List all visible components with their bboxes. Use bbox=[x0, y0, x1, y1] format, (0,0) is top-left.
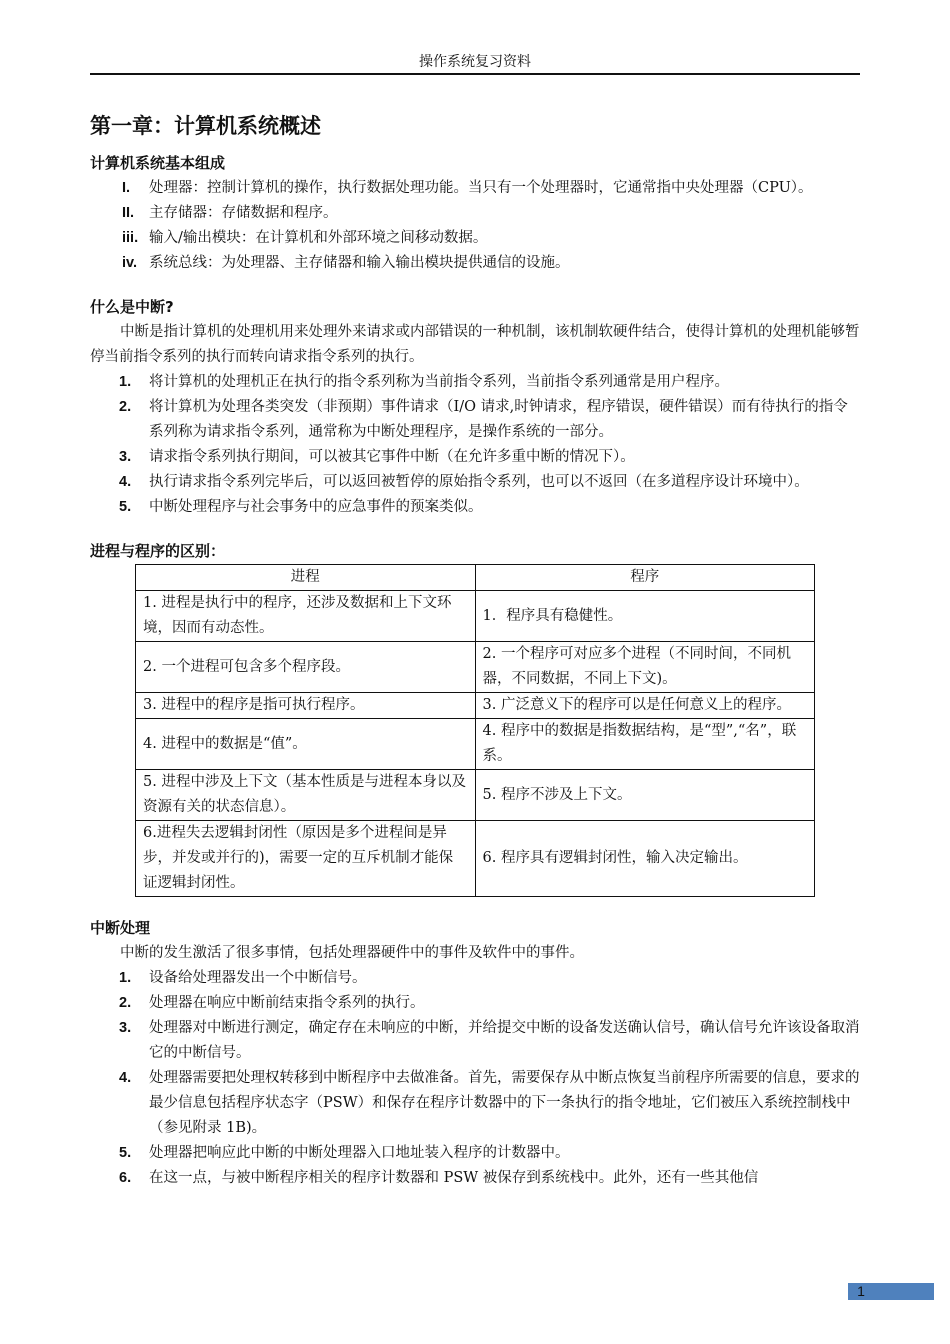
table-row bbox=[136, 821, 815, 897]
handling-list bbox=[90, 966, 860, 1191]
table-cell: 1．程序具有稳健性。 bbox=[475, 591, 815, 642]
list-item: 1. 将计算机的处理机正在执行的指令系列称为当前指令系列，当前指令系列通常是用户程序。 bbox=[119, 374, 729, 390]
table-cell: 5. 程序不涉及上下文。 bbox=[475, 770, 815, 821]
list-item: 6. 在这一点，与被中断程序相关的程序计数器和 PSW 被保存到系统栈中。此外，还有一些其他信 bbox=[119, 1170, 759, 1186]
page-number: 1 bbox=[857, 1283, 865, 1299]
chapter-title: 第一章：计算机系统概述 bbox=[90, 114, 321, 138]
process-program-table bbox=[135, 564, 815, 897]
table-header-row bbox=[136, 565, 815, 591]
column-header-program: 程序 bbox=[475, 565, 815, 591]
list-item: 3. 请求指令系列执行期间，可以被其它事件中断（在允许多重中断的情况下）。 bbox=[119, 449, 635, 465]
table-row bbox=[136, 693, 815, 719]
list-item: I. 处理器：控制计算机的操作，执行数据处理功能。当只有一个处理器时，它通常指中央处理器（CPU）。 bbox=[122, 180, 813, 196]
list-item: 1. 设备给处理器发出一个中断信号。 bbox=[119, 970, 367, 986]
list-item: 3. 处理器对中断进行测定，确定存在未响应的中断，并给提交中断的设备发送确认信号，确认信号允许该设备取消它的中断信号。 bbox=[119, 1020, 860, 1061]
list-item: II. 主存储器：存储数据和程序。 bbox=[122, 205, 338, 221]
section-heading-handling: 中断处理 bbox=[90, 919, 151, 937]
section-heading-process: 进程与程序的区别： bbox=[90, 542, 226, 560]
composition-list bbox=[90, 176, 860, 276]
handling-intro: 中断的发生激活了很多事情，包括处理器硬件中的事件及软件中的事件。 bbox=[120, 945, 584, 961]
table-row bbox=[136, 770, 815, 821]
section-heading-composition: 计算机系统基本组成 bbox=[90, 154, 226, 172]
table-cell: 1. 进程是执行中的程序，还涉及数据和上下文环境，因而有动态性。 bbox=[136, 591, 476, 642]
list-item: 5. 中断处理程序与社会事务中的应急事件的预案类似。 bbox=[119, 499, 483, 515]
column-header-process: 进程 bbox=[136, 565, 476, 591]
table-cell: 2. 一个进程可包含多个程序段。 bbox=[136, 642, 476, 693]
list-item: 2. 处理器在响应中断前结束指令系列的执行。 bbox=[119, 995, 425, 1011]
table-cell: 6. 程序具有逻辑封闭性，输入决定输出。 bbox=[475, 821, 815, 897]
list-item: 5. 处理器把响应此中断的中断处理器入口地址装入程序的计数器中。 bbox=[119, 1145, 570, 1161]
section-heading-interrupt: 什么是中断? bbox=[90, 298, 174, 316]
list-item: 4. 处理器需要把处理权转移到中断程序中去做准备。首先，需要保存从中断点恢复当前程序所需要的信息，要求的最少信息包括程序状态字（PSW）和保存在程序计数器中的下一条执行的指令地址，它们被压入系统控制栈中（参见附录 1B)。 bbox=[119, 1070, 860, 1136]
table-cell: 2. 一个程序可对应多个进程（不同时间，不同机器，不同数据，不同上下文)。 bbox=[475, 642, 815, 693]
table-row bbox=[136, 719, 815, 770]
table-row bbox=[136, 642, 815, 693]
table-cell: 3. 广泛意义下的程序可以是任何意义上的程序。 bbox=[475, 693, 815, 719]
interrupt-intro: 中断是指计算机的处理机用来处理外来请求或内部错误的一种机制，该机制软硬件结合，使得计算机的处理机能够暂停当前指令系列的执行而转向请求指令系列的执行。 bbox=[90, 324, 860, 365]
table-cell: 5. 进程中涉及上下文（基本性质是与进程本身以及资源有关的状态信息）。 bbox=[136, 770, 476, 821]
table-cell: 4. 进程中的数据是“值”。 bbox=[136, 719, 476, 770]
table-cell: 3. 进程中的程序是指可执行程序。 bbox=[136, 693, 476, 719]
list-item: 4. 执行请求指令系列完毕后，可以返回被暂停的原始指令系列，也可以不返回（在多道程序设计环境中）。 bbox=[119, 474, 809, 490]
page-content bbox=[90, 108, 860, 1191]
interrupt-list bbox=[90, 370, 860, 520]
header-rule bbox=[90, 73, 860, 75]
list-item: iv. 系统总线：为处理器、主存储器和输入输出模块提供通信的设施。 bbox=[122, 255, 570, 271]
table-cell: 4. 程序中的数据是指数据结构，是“型”,“名”，联系。 bbox=[475, 719, 815, 770]
table-cell: 6.进程失去逻辑封闭性（原因是多个进程间是异步，并发或并行的)，需要一定的互斥机制才能保证逻辑封闭性。 bbox=[136, 821, 476, 897]
table-row bbox=[136, 591, 815, 642]
list-item: iii. 输入/输出模块：在计算机和外部环境之间移动数据。 bbox=[122, 230, 488, 246]
page-header-title: 操作系统复习资料 bbox=[419, 54, 531, 70]
list-item: 2. 将计算机为处理各类突发（非预期）事件请求（I/O 请求,时钟请求，程序错误，硬件错误）而有待执行的指令系列称为请求指令系列，通常称为中断处理程序，是操作系统的一部分。 bbox=[119, 399, 848, 440]
